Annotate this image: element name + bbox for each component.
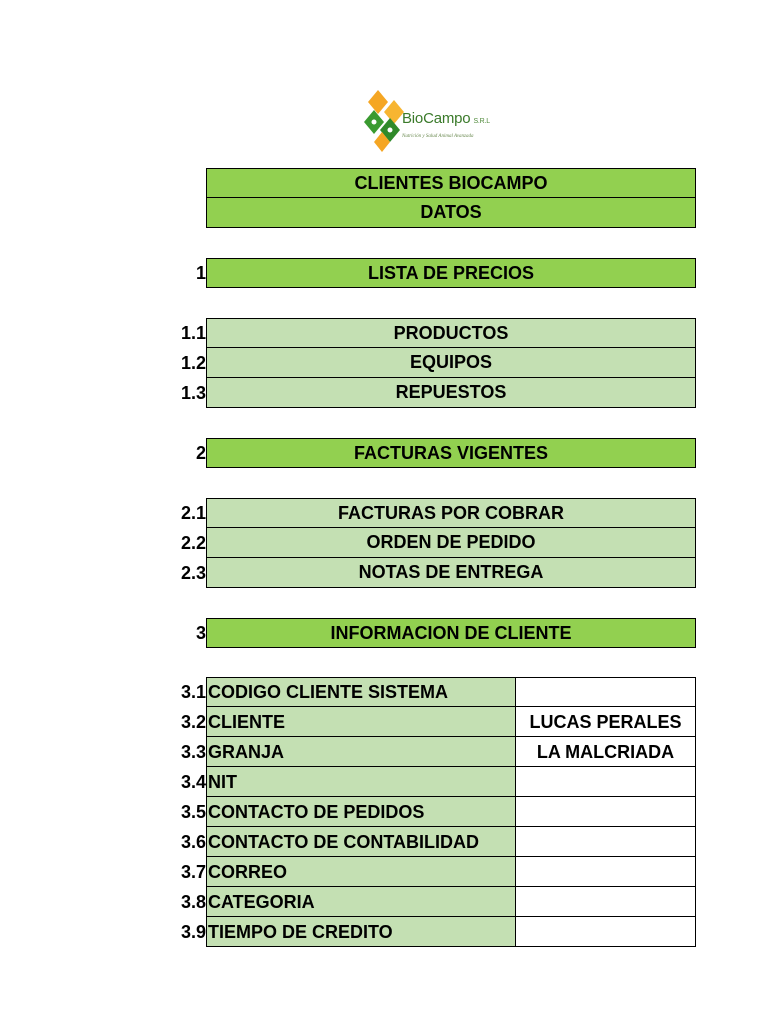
header-title-row: [168, 168, 698, 198]
field-number: 3.1: [180, 682, 206, 702]
field-value-input[interactable]: [516, 677, 696, 707]
field-number: 3.4: [180, 772, 206, 792]
item-label[interactable]: FACTURAS POR COBRAR: [206, 498, 696, 528]
field-row-cliente: [168, 707, 698, 737]
field-value-input[interactable]: [516, 827, 696, 857]
item-number: 1.3: [180, 383, 206, 403]
field-number: 3.5: [180, 802, 206, 822]
logo-tagline: Nutrición y Salud Animal Avanzada: [402, 134, 474, 139]
header-title: CLIENTES BIOCAMPO: [206, 168, 696, 198]
item-number: 1.1: [180, 323, 206, 343]
section-1-header: [168, 258, 698, 288]
field-row-categoria: [168, 887, 698, 917]
item-number: 2.1: [180, 503, 206, 523]
biocampo-leaf-icon: [364, 88, 404, 152]
field-row-codigo-cliente: [168, 677, 698, 707]
field-label: CONTACTO DE CONTABILIDAD: [206, 827, 516, 857]
section-title: LISTA DE PRECIOS: [206, 258, 696, 288]
section-title: INFORMACION DE CLIENTE: [206, 618, 696, 648]
item-label[interactable]: NOTAS DE ENTREGA: [206, 558, 696, 588]
field-label: TIEMPO DE CREDITO: [206, 917, 516, 947]
item-label[interactable]: EQUIPOS: [206, 348, 696, 378]
field-row-correo: [168, 857, 698, 887]
field-label: CATEGORIA: [206, 887, 516, 917]
field-value-input[interactable]: [516, 857, 696, 887]
list-item-repuestos[interactable]: [168, 378, 698, 408]
field-row-contacto-pedidos: [168, 797, 698, 827]
field-label: CORREO: [206, 857, 516, 887]
field-value-input[interactable]: [516, 917, 696, 947]
section-number: 1: [195, 263, 206, 283]
field-number: 3.6: [180, 832, 206, 852]
field-row-nit: [168, 767, 698, 797]
list-item-facturas-por-cobrar[interactable]: [168, 498, 698, 528]
field-label: CONTACTO DE PEDIDOS: [206, 797, 516, 827]
list-item-productos[interactable]: [168, 318, 698, 348]
field-number: 3.9: [180, 922, 206, 942]
list-item-notas-de-entrega[interactable]: [168, 558, 698, 588]
item-number: 2.2: [180, 533, 206, 553]
header-subtitle-row: [168, 198, 698, 228]
field-value-input[interactable]: [516, 887, 696, 917]
field-number: 3.2: [180, 712, 206, 732]
field-row-contacto-contabilidad: [168, 827, 698, 857]
field-label: GRANJA: [206, 737, 516, 767]
biocampo-logo: [364, 88, 514, 152]
field-value-input[interactable]: LUCAS PERALES: [516, 707, 696, 737]
header-subtitle: DATOS: [206, 198, 696, 228]
field-label: CODIGO CLIENTE SISTEMA: [206, 677, 516, 707]
item-label[interactable]: PRODUCTOS: [206, 318, 696, 348]
field-row-granja: [168, 737, 698, 767]
field-number: 3.3: [180, 742, 206, 762]
section-number: 2: [195, 443, 206, 463]
section-title: FACTURAS VIGENTES: [206, 438, 696, 468]
field-number: 3.7: [180, 862, 206, 882]
field-number: 3.8: [180, 892, 206, 912]
section-3-header: [168, 618, 698, 648]
section-2-header: [168, 438, 698, 468]
logo-suffix: S.R.L: [473, 118, 490, 125]
field-label: CLIENTE: [206, 707, 516, 737]
item-label[interactable]: ORDEN DE PEDIDO: [206, 528, 696, 558]
field-value-input[interactable]: LA MALCRIADA: [516, 737, 696, 767]
logo-brand: BioCampo S.R.L: [402, 110, 490, 127]
item-number: 2.3: [180, 563, 206, 583]
item-number: 1.2: [180, 353, 206, 373]
field-label: NIT: [206, 767, 516, 797]
item-label[interactable]: REPUESTOS: [206, 378, 696, 408]
list-item-orden-de-pedido[interactable]: [168, 528, 698, 558]
field-row-tiempo-credito: [168, 917, 698, 947]
field-value-input[interactable]: [516, 797, 696, 827]
field-value-input[interactable]: [516, 767, 696, 797]
section-number: 3: [195, 623, 206, 643]
list-item-equipos[interactable]: [168, 348, 698, 378]
